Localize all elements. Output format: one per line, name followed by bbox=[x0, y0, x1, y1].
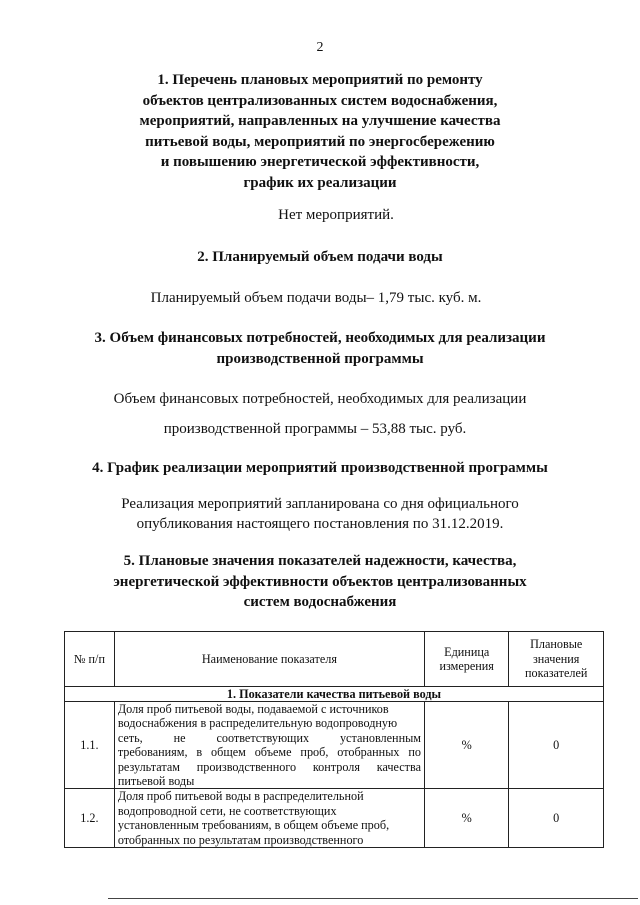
table-header-row bbox=[65, 632, 604, 687]
table-section-title: 1. Показатели качества питьевой воды bbox=[65, 687, 604, 702]
row-number: 1.2. bbox=[65, 789, 115, 848]
section-2-heading: 2. Планируемый объем подачи воды bbox=[197, 249, 443, 265]
indicators-table bbox=[64, 631, 604, 848]
table-row bbox=[65, 702, 604, 789]
section-1-heading: 1. Перечень плановых мероприятий по ремонту объектов централизованных систем водоснабжения, мероприятий, направленных на улучшение качества питьевой воды, мероприятий по энергосбережению и повышению энергетической эффективности, график их реализации bbox=[139, 72, 501, 191]
col-header-unit: Единица измерения bbox=[425, 632, 509, 687]
section-1-text: Нет мероприятий. bbox=[278, 207, 394, 223]
page-number: 2 bbox=[316, 40, 324, 55]
section-2-text: Планируемый объем подачи воды– 1,79 тыс. куб. м. bbox=[150, 290, 482, 306]
row-number: 1.1. bbox=[65, 702, 115, 789]
col-header-number: № п/п bbox=[65, 632, 115, 687]
row-name: Доля проб питьевой воды в распределительной водопроводной сети, не соответствующих установленным требованиям, в общем объеме проб, отобранных по результатам производственного bbox=[114, 789, 424, 848]
col-header-planned: Плановые значения показателей bbox=[509, 632, 604, 687]
section-3-heading: 3. Объем финансовых потребностей, необходимых для реализации производственной программы bbox=[94, 330, 546, 367]
bottom-edge-line bbox=[108, 898, 638, 899]
table-row bbox=[65, 789, 604, 848]
row-value: 0 bbox=[509, 789, 604, 848]
section-4-text: Реализация мероприятий запланирована со дня официального опубликования настоящего постановления по 31.12.2019. bbox=[121, 496, 519, 532]
section-3-text: Объем финансовых потребностей, необходимых для реализации производственной программы – 53,88 тыс. руб. bbox=[113, 391, 527, 437]
section-5-heading: 5. Плановые значения показателей надежности, качества, энергетической эффективности объектов централизованных систем водоснабжения bbox=[113, 553, 527, 610]
col-header-name: Наименование показателя bbox=[114, 632, 424, 687]
row-name: Доля проб питьевой воды, подаваемой с источников водоснабжения в распределительную водопроводную сеть, не соответствующих установленным требованиям, в общем объеме проб, отобранных по результатам производственного контроля качества питьевой воды bbox=[114, 702, 424, 789]
row-unit: % bbox=[425, 702, 509, 789]
row-value: 0 bbox=[509, 702, 604, 789]
section-4-heading: 4. График реализации мероприятий производственной программы bbox=[92, 460, 548, 476]
table-section-row bbox=[65, 687, 604, 702]
row-unit: % bbox=[425, 789, 509, 848]
